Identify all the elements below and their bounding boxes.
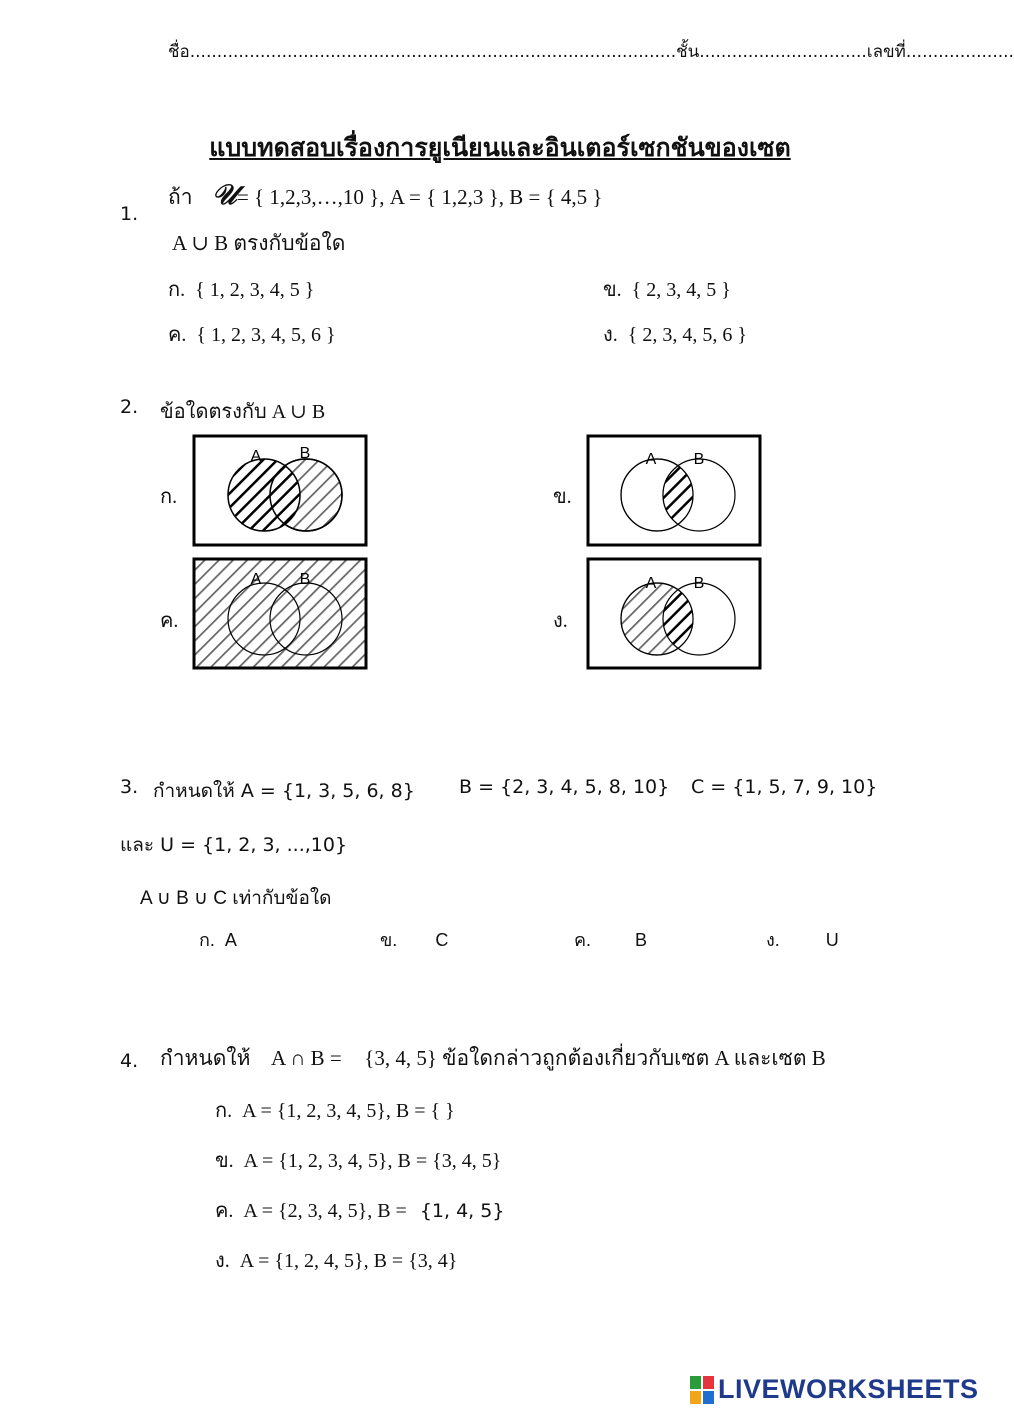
venn-a-circle-a (228, 459, 300, 531)
venn-d-label-b: B (693, 575, 705, 592)
q3-given-b: B = {2, 3, 4, 5, 8, 10} (459, 776, 670, 798)
q4-option-d[interactable] (215, 1244, 457, 1276)
option-text: A = {1, 2, 3, 4, 5}, B = { } (242, 1100, 455, 1122)
q3-question: A ∪ B ∪ C เท่ากับข้อใด (140, 888, 332, 909)
option-text: A = {2, 3, 4, 5}, B = (243, 1200, 407, 1222)
liveworksheets-logo-text: LIVEWORKSHEETS (718, 1374, 979, 1404)
number-field[interactable]: .................... (905, 42, 1014, 62)
option-label: ค. (215, 1200, 234, 1222)
q3-option-d[interactable] (766, 925, 839, 954)
venn-b-label-b: B (693, 451, 705, 468)
q2-option-c-label: ค. (160, 610, 179, 632)
number-label: เลขที่ (866, 42, 906, 62)
q3-option-c[interactable] (574, 925, 647, 954)
option-text-extra: {1, 4, 5} (419, 1200, 505, 1222)
venn-d-label-a: A (645, 575, 657, 592)
q3-given-a: กำหนดให้ A = {1, 3, 5, 6, 8} (153, 780, 415, 802)
venn-c-label-b: B (299, 571, 311, 588)
q3-option-a[interactable] (199, 925, 237, 954)
q1-question: A ∪ B ตรงกับข้อใด (172, 231, 346, 255)
option-label: ง. (603, 324, 618, 346)
q2-option-a-label: ก. (160, 486, 178, 508)
q4-option-b[interactable] (215, 1144, 501, 1176)
venn-a-label-a: A (250, 448, 262, 465)
page-title: แบบทดสอบเรื่องการยูเนียนและอินเตอร์เซกชันของเซต (209, 133, 791, 162)
q2-number: 2. (120, 396, 139, 418)
liveworksheets-logo (690, 1374, 990, 1406)
q2-option-d-label: ง. (553, 610, 568, 632)
option-label: ก. (199, 930, 215, 950)
option-text: U (825, 930, 839, 950)
option-label: ค. (168, 324, 187, 346)
option-text: C (435, 930, 449, 950)
option-text: A (224, 930, 237, 950)
q1-given-sets: = { 1,2,3,…,10 }, A = { 1,2,3 }, B = { 4,5 } (236, 185, 603, 209)
venn-option-b[interactable] (588, 436, 760, 545)
option-label: ข. (380, 930, 398, 950)
option-label: ง. (766, 930, 780, 950)
option-label: ค. (574, 930, 592, 950)
q4-value: {3, 4, 5} (364, 1046, 437, 1070)
q1-prefix: ถ้า (168, 185, 193, 209)
option-label: ก. (215, 1100, 233, 1122)
q3-given-u: และ U = {1, 2, 3, ...,10} (120, 834, 348, 856)
venn-b-label-a: A (645, 451, 657, 468)
option-text: A = {1, 2, 3, 4, 5}, B = {3, 4, 5} (243, 1150, 502, 1172)
option-label: ง. (215, 1250, 230, 1272)
venn-diagrams (0, 0, 1000, 700)
q2-option-b-label: ข. (553, 486, 572, 508)
q4-given (160, 1042, 826, 1075)
option-text: A = {1, 2, 4, 5}, B = {3, 4} (239, 1250, 458, 1272)
q2-question: ข้อใดตรงกับ A ∪ B (160, 401, 326, 423)
q3-option-b[interactable] (380, 925, 448, 954)
q4-question: ข้อใดกล่าวถูกต้องเกี่ยวกับเซต A และเซต B (442, 1046, 826, 1070)
name-field[interactable]: .......................................................................................... (189, 42, 677, 62)
q3-number: 3. (120, 776, 139, 798)
q4-option-c[interactable] (215, 1194, 504, 1226)
q4-expr: A ∩ B = (270, 1046, 342, 1070)
q1-number: 1. (120, 203, 139, 225)
option-text: { 1, 2, 3, 4, 5 } (195, 279, 315, 301)
class-field[interactable]: ............................... (699, 42, 867, 62)
option-label: ก. (168, 279, 186, 301)
venn-a-label-b: B (299, 445, 311, 462)
option-text: { 2, 3, 4, 5 } (631, 279, 731, 301)
q3-given-c: C = {1, 5, 7, 9, 10} (691, 776, 878, 798)
venn-option-a[interactable] (194, 436, 366, 545)
option-label: ข. (215, 1150, 234, 1172)
class-label: ชั้น (676, 42, 700, 62)
option-label: ข. (603, 279, 622, 301)
option-text: { 1, 2, 3, 4, 5, 6 } (196, 324, 336, 346)
venn-c-label-a: A (250, 571, 262, 588)
venn-option-d[interactable] (588, 559, 760, 668)
venn-option-c[interactable] (194, 559, 366, 668)
liveworksheets-logo-icon (690, 1376, 716, 1406)
option-text: { 2, 3, 4, 5, 6 } (627, 324, 747, 346)
name-label: ชื่อ (168, 42, 190, 62)
q4-number: 4. (120, 1050, 139, 1072)
q4-option-a[interactable] (215, 1094, 455, 1126)
q4-prefix: กำหนดให้ (160, 1046, 251, 1070)
option-text: B (635, 930, 648, 950)
universe-symbol: 𝒰 (211, 180, 237, 211)
